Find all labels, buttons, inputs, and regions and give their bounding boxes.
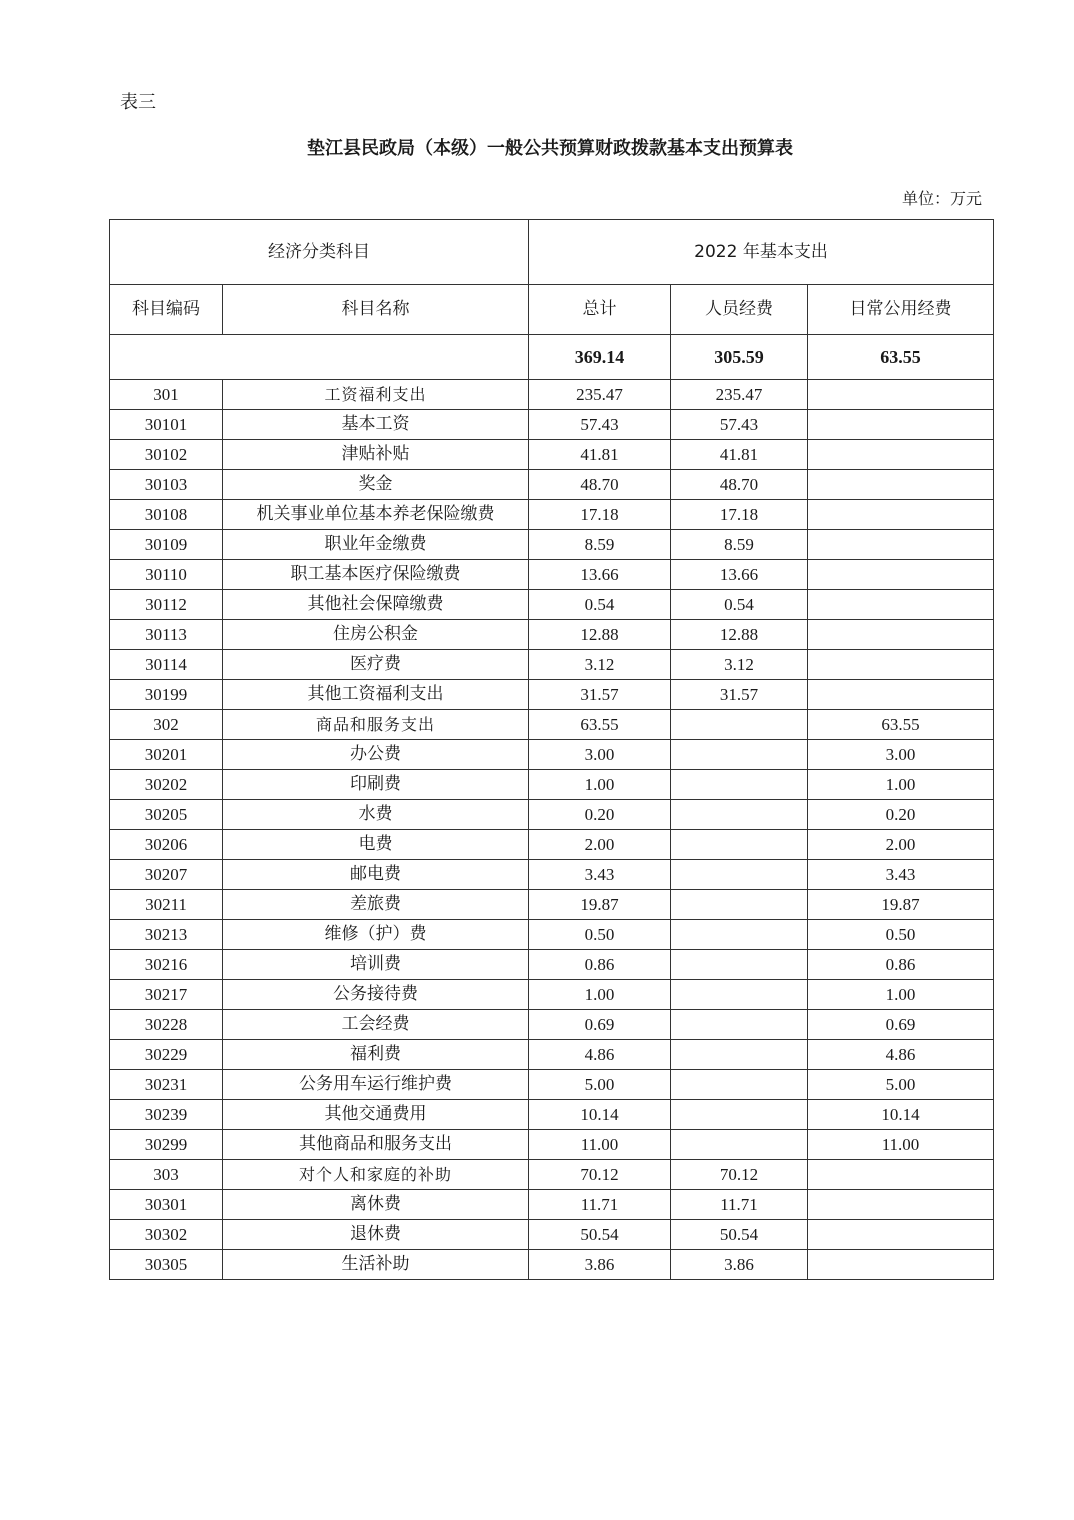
table-row: [110, 1100, 994, 1130]
row-public: [808, 530, 994, 560]
row-total: 235.47: [529, 380, 671, 410]
row-public: 1.00: [808, 980, 994, 1010]
row-personnel: [671, 1010, 808, 1040]
row-personnel: 3.12: [671, 650, 808, 680]
row-personnel: [671, 800, 808, 830]
row-public: [808, 1220, 994, 1250]
row-code: 30217: [110, 980, 223, 1010]
row-personnel: [671, 980, 808, 1010]
row-name: 基本工资: [223, 410, 529, 440]
header-name: 科目名称: [223, 285, 529, 335]
table-row: [110, 710, 994, 740]
row-personnel: 31.57: [671, 680, 808, 710]
row-personnel: 57.43: [671, 410, 808, 440]
table-row: [110, 650, 994, 680]
row-total: 8.59: [529, 530, 671, 560]
row-personnel: [671, 1100, 808, 1130]
row-total: 1.00: [529, 980, 671, 1010]
row-public: [808, 1160, 994, 1190]
row-personnel: 0.54: [671, 590, 808, 620]
table-row: [110, 1220, 994, 1250]
row-code: 30102: [110, 440, 223, 470]
row-public: [808, 620, 994, 650]
table-row: [110, 800, 994, 830]
row-code: 302: [110, 710, 223, 740]
table-row: [110, 1250, 994, 1280]
table-row: [110, 440, 994, 470]
row-code: 30112: [110, 590, 223, 620]
table-row: [110, 680, 994, 710]
totals-personnel: 305.59: [671, 335, 808, 380]
row-personnel: [671, 860, 808, 890]
header-total: 总计: [529, 285, 671, 335]
row-code: 301: [110, 380, 223, 410]
row-name: 离休费: [223, 1190, 529, 1220]
table-row: [110, 1130, 994, 1160]
row-personnel: 70.12: [671, 1160, 808, 1190]
row-public: [808, 380, 994, 410]
row-code: 30199: [110, 680, 223, 710]
row-public: 0.69: [808, 1010, 994, 1040]
table-row: [110, 860, 994, 890]
row-public: 3.00: [808, 740, 994, 770]
row-name: 对个人和家庭的补助: [223, 1160, 529, 1190]
row-total: 31.57: [529, 680, 671, 710]
table-row: [110, 1040, 994, 1070]
header-code: 科目编码: [110, 285, 223, 335]
row-name: 其他商品和服务支出: [223, 1130, 529, 1160]
table-row: [110, 740, 994, 770]
row-total: 0.86: [529, 950, 671, 980]
row-name: 机关事业单位基本养老保险缴费: [223, 500, 529, 530]
row-total: 3.43: [529, 860, 671, 890]
row-total: 11.00: [529, 1130, 671, 1160]
row-code: 30205: [110, 800, 223, 830]
unit-label: 单位：万元: [901, 189, 982, 208]
row-name: 其他交通费用: [223, 1100, 529, 1130]
row-code: 30114: [110, 650, 223, 680]
document-title: 垫江县民政局（本级）一般公共预算财政拨款基本支出预算表: [307, 138, 793, 159]
row-code: 30201: [110, 740, 223, 770]
row-name: 维修（护）费: [223, 920, 529, 950]
row-public: [808, 1190, 994, 1220]
row-name: 培训费: [223, 950, 529, 980]
header-row-group: [110, 220, 994, 285]
row-name: 其他工资福利支出: [223, 680, 529, 710]
row-code: 30299: [110, 1130, 223, 1160]
row-personnel: [671, 770, 808, 800]
row-total: 48.70: [529, 470, 671, 500]
row-public: [808, 560, 994, 590]
header-public: 日常公用经费: [808, 285, 994, 335]
row-public: [808, 590, 994, 620]
table-row: [110, 560, 994, 590]
row-code: 30239: [110, 1100, 223, 1130]
row-public: [808, 1250, 994, 1280]
row-total: 0.54: [529, 590, 671, 620]
row-code: 30113: [110, 620, 223, 650]
table-row: [110, 1010, 994, 1040]
row-total: 57.43: [529, 410, 671, 440]
row-code: 30103: [110, 470, 223, 500]
row-total: 3.00: [529, 740, 671, 770]
row-public: 19.87: [808, 890, 994, 920]
row-name: 公务用车运行维护费: [223, 1070, 529, 1100]
row-personnel: 235.47: [671, 380, 808, 410]
row-name: 职工基本医疗保险缴费: [223, 560, 529, 590]
row-public: [808, 440, 994, 470]
row-public: [808, 650, 994, 680]
row-name: 办公费: [223, 740, 529, 770]
row-public: 0.50: [808, 920, 994, 950]
row-personnel: [671, 740, 808, 770]
row-total: 3.12: [529, 650, 671, 680]
row-name: 医疗费: [223, 650, 529, 680]
row-name: 商品和服务支出: [223, 710, 529, 740]
row-name: 住房公积金: [223, 620, 529, 650]
row-public: 0.20: [808, 800, 994, 830]
header-personnel: 人员经费: [671, 285, 808, 335]
row-total: 19.87: [529, 890, 671, 920]
row-code: 30228: [110, 1010, 223, 1040]
row-public: [808, 500, 994, 530]
row-public: [808, 680, 994, 710]
row-code: 30231: [110, 1070, 223, 1100]
totals-row: [110, 335, 994, 380]
row-name: 福利费: [223, 1040, 529, 1070]
row-personnel: 13.66: [671, 560, 808, 590]
table-row: [110, 620, 994, 650]
row-code: 30305: [110, 1250, 223, 1280]
row-name: 印刷费: [223, 770, 529, 800]
header-econ-class: 经济分类科目: [110, 220, 529, 285]
row-name: 生活补助: [223, 1250, 529, 1280]
row-total: 63.55: [529, 710, 671, 740]
table-row: [110, 920, 994, 950]
totals-total: 369.14: [529, 335, 671, 380]
table-row: [110, 470, 994, 500]
row-name: 职业年金缴费: [223, 530, 529, 560]
row-personnel: 11.71: [671, 1190, 808, 1220]
table-row: [110, 890, 994, 920]
row-total: 4.86: [529, 1040, 671, 1070]
row-name: 水费: [223, 800, 529, 830]
row-code: 30108: [110, 500, 223, 530]
row-total: 10.14: [529, 1100, 671, 1130]
row-name: 津贴补贴: [223, 440, 529, 470]
row-total: 0.69: [529, 1010, 671, 1040]
row-public: 3.43: [808, 860, 994, 890]
header-row-columns: [110, 285, 994, 335]
row-total: 11.71: [529, 1190, 671, 1220]
row-public: 1.00: [808, 770, 994, 800]
row-name: 公务接待费: [223, 980, 529, 1010]
table-row: [110, 1160, 994, 1190]
row-total: 41.81: [529, 440, 671, 470]
table-row: [110, 830, 994, 860]
row-public: 0.86: [808, 950, 994, 980]
row-personnel: 41.81: [671, 440, 808, 470]
row-personnel: 48.70: [671, 470, 808, 500]
row-code: 30101: [110, 410, 223, 440]
row-code: 303: [110, 1160, 223, 1190]
row-public: 63.55: [808, 710, 994, 740]
header-year-basic: 2022 年基本支出: [529, 220, 994, 285]
table-row: [110, 530, 994, 560]
row-code: 30301: [110, 1190, 223, 1220]
row-name: 其他社会保障缴费: [223, 590, 529, 620]
row-total: 2.00: [529, 830, 671, 860]
table-row: [110, 590, 994, 620]
row-code: 30216: [110, 950, 223, 980]
row-personnel: [671, 710, 808, 740]
row-total: 1.00: [529, 770, 671, 800]
row-total: 3.86: [529, 1250, 671, 1280]
row-code: 30206: [110, 830, 223, 860]
row-personnel: 17.18: [671, 500, 808, 530]
row-public: 2.00: [808, 830, 994, 860]
row-name: 差旅费: [223, 890, 529, 920]
table-row: [110, 1070, 994, 1100]
table-row: [110, 770, 994, 800]
row-public: 10.14: [808, 1100, 994, 1130]
row-total: 50.54: [529, 1220, 671, 1250]
row-total: 17.18: [529, 500, 671, 530]
row-name: 电费: [223, 830, 529, 860]
row-code: 30229: [110, 1040, 223, 1070]
row-public: [808, 410, 994, 440]
row-code: 30109: [110, 530, 223, 560]
row-name: 工会经费: [223, 1010, 529, 1040]
row-personnel: [671, 950, 808, 980]
row-name: 邮电费: [223, 860, 529, 890]
row-total: 5.00: [529, 1070, 671, 1100]
row-personnel: 8.59: [671, 530, 808, 560]
row-public: [808, 470, 994, 500]
row-code: 30207: [110, 860, 223, 890]
row-code: 30110: [110, 560, 223, 590]
row-public: 11.00: [808, 1130, 994, 1160]
row-total: 70.12: [529, 1160, 671, 1190]
totals-public: 63.55: [808, 335, 994, 380]
row-personnel: 50.54: [671, 1220, 808, 1250]
table-row: [110, 950, 994, 980]
row-personnel: [671, 1070, 808, 1100]
row-personnel: [671, 1040, 808, 1070]
row-total: 0.50: [529, 920, 671, 950]
row-code: 30302: [110, 1220, 223, 1250]
row-public: 5.00: [808, 1070, 994, 1100]
row-personnel: [671, 830, 808, 860]
row-total: 0.20: [529, 800, 671, 830]
table-row: [110, 1190, 994, 1220]
row-name: 工资福利支出: [223, 380, 529, 410]
budget-table: [109, 219, 994, 1280]
row-name: 奖金: [223, 470, 529, 500]
table-row: [110, 980, 994, 1010]
table-number-label: 表三: [120, 92, 156, 113]
row-code: 30213: [110, 920, 223, 950]
row-total: 13.66: [529, 560, 671, 590]
row-public: 4.86: [808, 1040, 994, 1070]
table-row: [110, 410, 994, 440]
totals-label-cell: [110, 335, 529, 380]
row-personnel: [671, 1130, 808, 1160]
row-personnel: [671, 890, 808, 920]
row-total: 12.88: [529, 620, 671, 650]
table-row: [110, 500, 994, 530]
row-code: 30211: [110, 890, 223, 920]
row-code: 30202: [110, 770, 223, 800]
row-personnel: 12.88: [671, 620, 808, 650]
row-personnel: 3.86: [671, 1250, 808, 1280]
row-name: 退休费: [223, 1220, 529, 1250]
row-personnel: [671, 920, 808, 950]
table-row: [110, 380, 994, 410]
